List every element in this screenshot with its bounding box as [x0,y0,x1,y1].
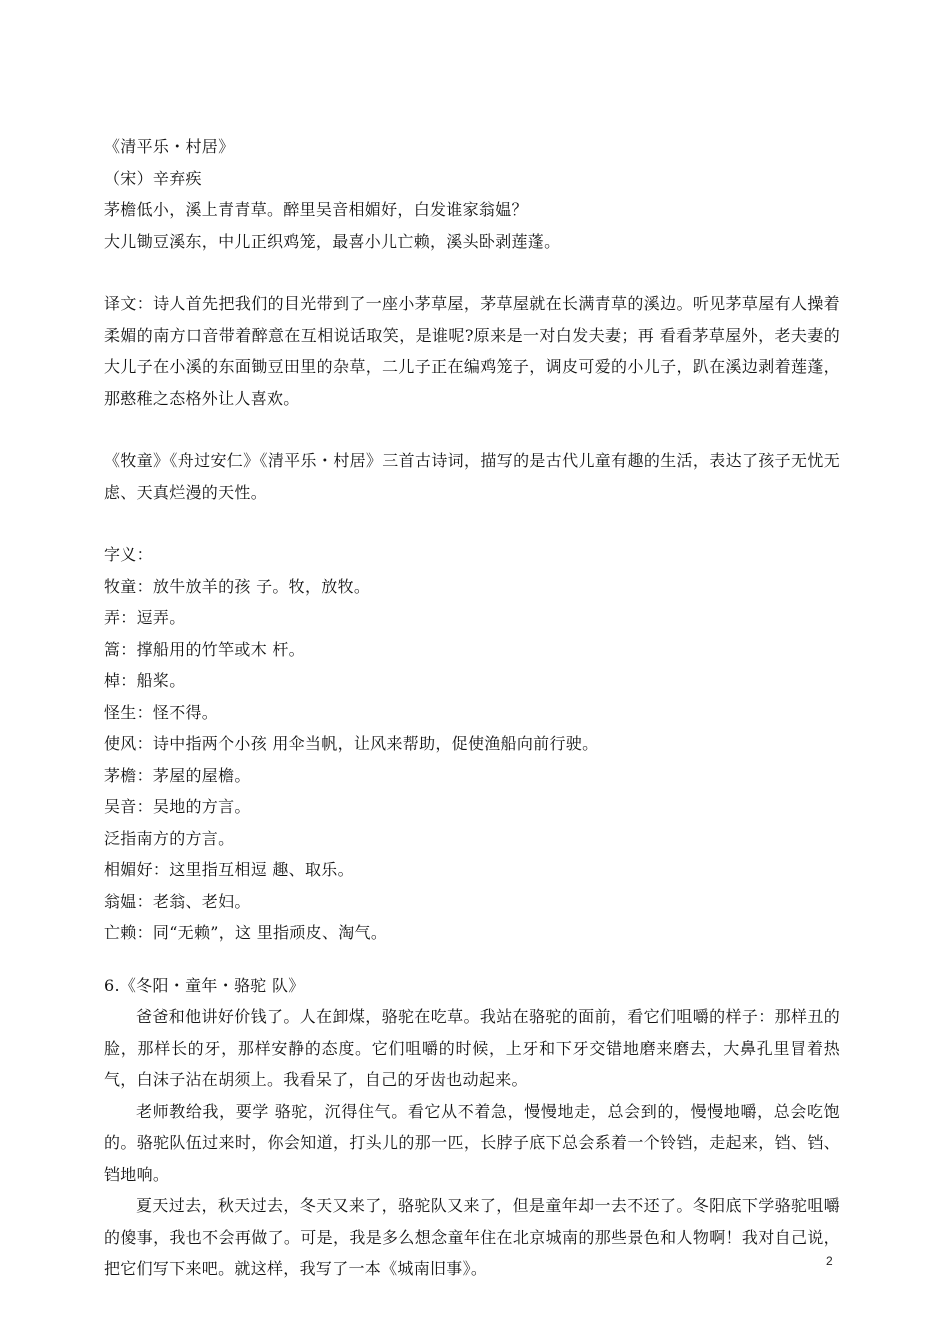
page-number: 2 [826,1254,833,1268]
glossary-item: 相媚好：这里指互相逗 趣、取乐。 [104,860,354,879]
spacer [104,414,840,445]
summary-paragraph: 《牧童》《舟过安仁》《清平乐・村居》三首古诗词，描写的是古代儿童有趣的生活，表达了孩子无忧无虑、天真烂漫的天性。 [104,451,840,502]
glossary-item: 翁媪：老翁、老妇。 [104,891,251,911]
poem-line-1: 茅檐低小，溪上青青草。醉里吴音相媚好，白发谁家翁媪？ [104,200,528,219]
section-6-paragraph-1: 爸爸和他讲好价钱了。人在卸煤，骆驼在吃草。我站在骆驼的面前，看它们咀嚼的样子：那样丑的脸，那样长的牙，那样安静的态度。它们咀嚼的时候，上牙和下牙交错地磨来磨去，大鼻孔里冒着热气，白沫子沾在胡须上。我看呆了，自己的牙齿也动起来。 [104,1007,840,1089]
glossary-heading: 字义： [104,545,153,564]
glossary-item: 使风：诗中指两个小孩 用伞当帆，让风来帮助，促使渔船向前行驶。 [104,734,599,753]
translation-paragraph: 译文：诗人首先把我们的目光带到了一座小茅草屋，茅草屋就在长满青草的溪边。听见茅草屋有人操着柔媚的南方口音带着醉意在互相说话取笑，是谁呢?原来是一对白发夫妻；再 看看茅草屋外，老夫妻的大儿子在小溪的东面锄豆田里的杂草，二儿子正在编鸡笼子，调皮可爱的小儿子，趴在溪边剥着莲蓬，那憨稚之态格外让人喜欢。 [104,294,840,408]
glossary-item: 牧童：放牛放羊的孩 子。牧，放牧。 [104,576,371,596]
spacer [104,949,840,970]
spacer [104,508,840,539]
poem-line-2: 大儿锄豆溪东，中儿正织鸡笼，最喜小儿亡赖，溪头卧剥莲蓬。 [104,231,561,251]
section-6-paragraph-2: 老师教给我，要学 骆驼，沉得住气。看它从不着急，慢慢地走，总会到的，慢慢地嚼，总会吃饱的。骆驼队伍过来时，你会知道，打头儿的那一匹，长脖子底下总会系着一个铃铛，走起来，铛、铛、铛地响。 [104,1101,840,1184]
glossary-item: 怪生：怪不得。 [104,702,219,722]
glossary-item: 茅檐：茅屋的屋檐。 [104,765,251,785]
glossary-item: 亡赖：同“无赖”，这 里指顽皮、淘气。 [104,923,388,942]
glossary-item: 吴音：吴地的方言。 [104,797,251,816]
section-6-title: 6.《冬阳・童年・骆驼 队》 [104,975,305,995]
spacer [104,257,840,288]
section-6-paragraph-3: 夏天过去，秋天过去，冬天又来了，骆驼队又来了，但是童年却一去不还了。冬阳底下学骆驼咀嚼的傻事，我也不会再做了。可是，我是多么想念童年住在北京城南的那些景色和人物啊！我对自己说，把它们写下来吧。就这样，我写了一本《城南旧事》。 [104,1196,840,1278]
poem-author: （宋）辛弃疾 [104,168,202,188]
glossary-item: 弄：逗弄。 [104,608,186,627]
glossary-item: 篙：撑船用的竹竿或木 杆。 [104,639,305,659]
poem-title: 《清平乐・村居》 [104,137,235,156]
glossary-item: 泛指南方的方言。 [104,828,235,848]
page-content [104,131,840,1285]
glossary-item: 棹：船桨。 [104,671,186,690]
